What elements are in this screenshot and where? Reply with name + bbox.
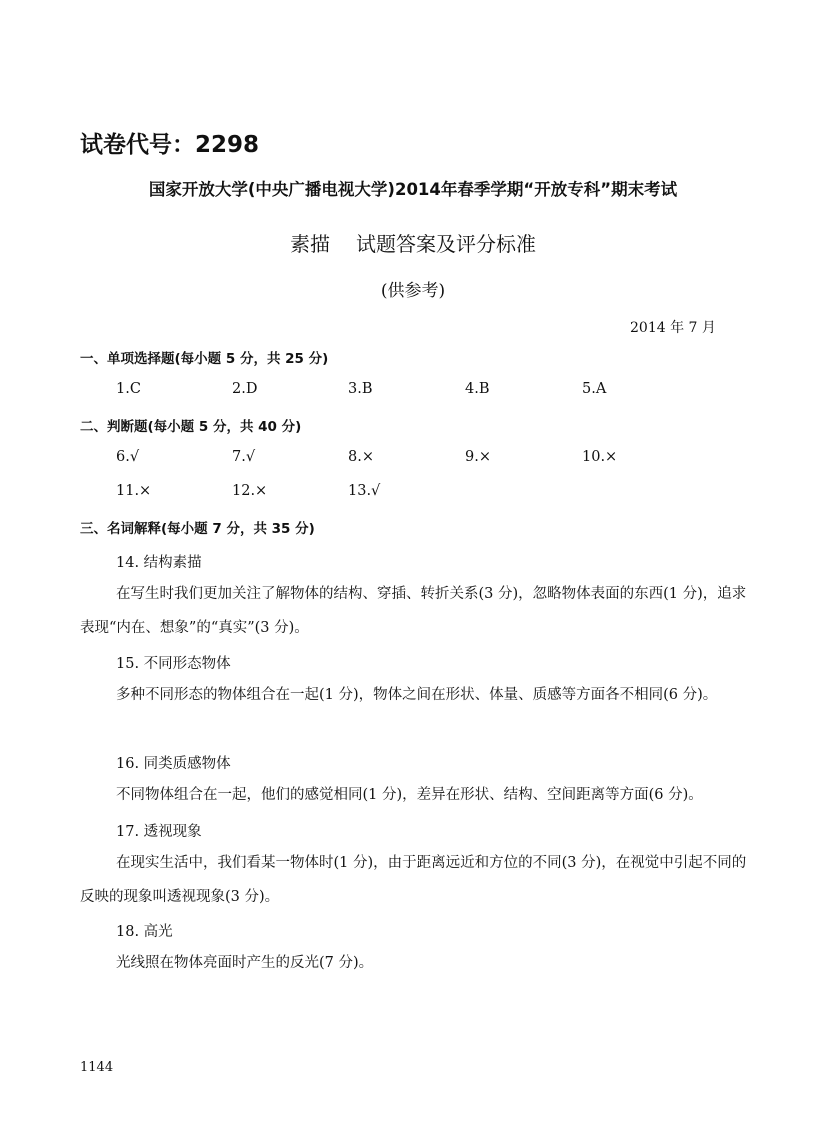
answer-item: 13.√: [348, 483, 381, 499]
term-definition: 在写生时我们更加关注了解物体的结构、穿插、转折关系(3 分)，忽略物体表面的东西(1 分)，追求表现“内在、想象”的“真实”(3 分)。: [80, 586, 747, 636]
subject-name: 素描: [290, 232, 330, 256]
answer-item: 9.×: [465, 449, 491, 465]
section-heading-judgement: 二、判断题(每小题 5 分，共 40 分): [80, 419, 302, 435]
answer-item: 11.×: [116, 483, 152, 499]
answer-item: 7.√: [232, 449, 256, 465]
answer-item: 1.C: [116, 381, 141, 397]
answer-item: 8.×: [348, 449, 374, 465]
term-definition: 不同物体组合在一起，他们的感觉相同(1 分)，差异在形状、结构、空间距离等方面(6 分)。: [116, 787, 703, 803]
term-title: 17. 透视现象: [116, 824, 202, 840]
answer-item: 10.×: [582, 449, 618, 465]
term-title: 18. 高光: [116, 924, 173, 940]
exam-code-title: 试卷代号：2298: [80, 132, 260, 158]
section-heading-terms: 三、名词解释(每小题 7 分，共 35 分): [80, 521, 315, 537]
section-heading-choice: 一、单项选择题(每小题 5 分，共 25 分): [80, 351, 329, 367]
subject-suffix: 试题答案及评分标准: [356, 232, 536, 256]
term-title: 14. 结构素描: [116, 555, 202, 571]
exam-title: 国家开放大学(中央广播电视大学)2014年春季学期“开放专科”期末考试: [148, 180, 678, 199]
term-definition: 光线照在物体亮面时产生的反光(7 分)。: [116, 955, 374, 971]
answer-item: 2.D: [232, 381, 258, 397]
term-definition: 多种不同形态的物体组合在一起(1 分)，物体之间在形状、体量、质感等方面各不相同(6 分)。: [116, 687, 718, 703]
term-title: 15. 不同形态物体: [116, 656, 231, 672]
term-definition: 在现实生活中，我们看某一物体时(1 分)，由于距离远近和方位的不同(3 分)，在视觉中引起不同的反映的现象叫透视现象(3 分)。: [80, 855, 747, 905]
answer-item: 4.B: [465, 381, 490, 397]
exam-date: 2014 年 7 月: [630, 320, 716, 336]
answer-item: 5.A: [582, 381, 607, 397]
reference-note: (供参考): [380, 281, 446, 301]
term-title: 16. 同类质感物体: [116, 756, 231, 772]
answer-item: 6.√: [116, 449, 140, 465]
answer-item: 12.×: [232, 483, 268, 499]
answer-item: 3.B: [348, 381, 373, 397]
page-number: 1144: [80, 1060, 114, 1075]
subject-title: [0, 228, 826, 257]
